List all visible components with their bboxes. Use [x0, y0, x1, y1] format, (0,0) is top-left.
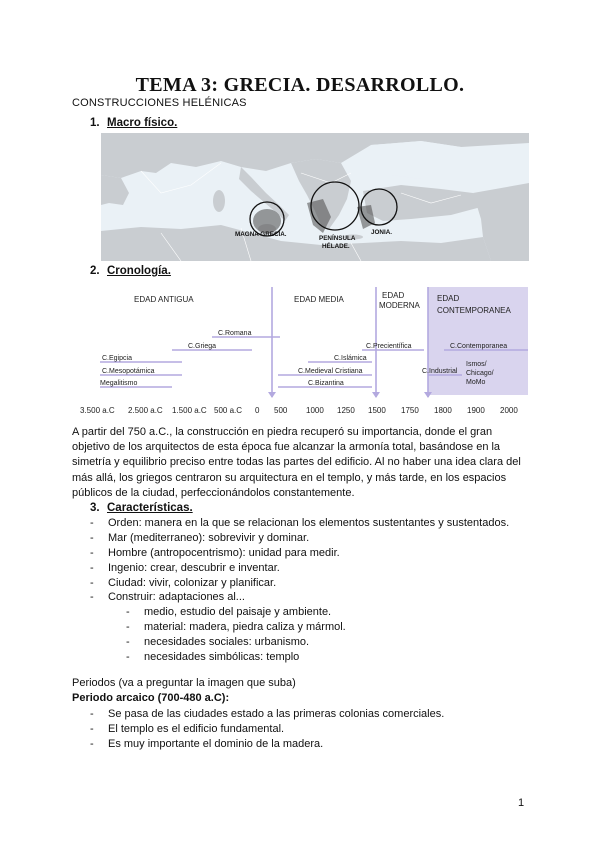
map-graphic: [101, 133, 529, 261]
axis-label: 1500: [368, 406, 386, 415]
culture-label: C.Precientífica: [366, 343, 412, 350]
intro-paragraph: A partir del 750 a.C., la construcción en piedra recuperó su importancia, donde el gran objetivo de los arquitectos de esta época fue alcanzar la armonía total, basándose en la simetría y equilibrio preciso entre todas las partes del edificio. Al no haber una idea clara del más allá, los griegos centraron su arquitectura en el templo, y más tarde, en los espacios públicos de la ciudad, perfeccionándolos constantemente.: [72, 426, 521, 499]
list-item: - medio, estudio del paisaje y ambiente.: [126, 606, 332, 618]
page-number: 1: [518, 797, 525, 809]
map-label-jonia: JONIA.: [371, 229, 392, 236]
culture-label: MoMo: [466, 379, 486, 386]
culture-label: C.Industrial: [422, 368, 458, 375]
era-label: EDAD: [382, 291, 405, 300]
era-label: CONTEMPORANEA: [437, 306, 511, 315]
map-label-helade: HÉLADE.: [322, 243, 350, 250]
periods-note: Periodos (va a preguntar la imagen que suba): [72, 677, 296, 689]
archaic-heading: Periodo arcaico (700-480 a.C):: [72, 692, 230, 704]
axis-label: 3.500 a.C: [80, 406, 115, 415]
axis-label: 2.500 a.C: [128, 406, 163, 415]
page-title: TEMA 3: GRECIA. DESARROLLO.: [135, 74, 465, 96]
map-label-magna-grecia: MAGNA GRECIA.: [235, 231, 287, 238]
culture-label: C.Egipcia: [102, 355, 132, 362]
culture-label: Megalitismo: [100, 380, 138, 387]
culture-label: C.Medieval Cristiana: [298, 368, 363, 375]
list-item: - necesidades sociales: urbanismo.: [126, 635, 310, 648]
section-number: 3.: [90, 502, 100, 514]
section-heading-3: [90, 502, 193, 514]
section-number: 2.: [90, 265, 100, 277]
axis-label: 1000: [306, 406, 324, 415]
axis-label: 500: [274, 406, 288, 415]
list-item: - necesidades simbólicas: templo: [126, 650, 300, 663]
section-heading-2: [90, 265, 171, 277]
culture-label: C.Mesopotámica: [102, 368, 155, 375]
culture-label: C.Bizantina: [308, 380, 344, 387]
list-item: - Mar (mediterraneo): sobrevivir y dominar.: [90, 531, 310, 544]
list-item: - El templo es el edificio fundamental.: [90, 722, 285, 735]
list-item: - Orden: manera en la que se relacionan los elementos sustentantes y sustentados.: [90, 517, 510, 529]
section-heading-1: [90, 117, 177, 129]
list-item: - Ciudad: vivir, colonizar y planificar.: [90, 576, 277, 589]
era-label: EDAD ANTIGUA: [134, 295, 194, 304]
era-label: EDAD MEDIA: [294, 295, 344, 304]
culture-label: C.Contemporanea: [450, 343, 508, 350]
culture-label: C.Romana: [218, 330, 252, 337]
list-item: - Se pasa de las ciudades estado a las primeras colonias comerciales.: [90, 708, 445, 720]
list-item: - Hombre (antropocentrismo): unidad para medir.: [90, 546, 340, 559]
chronology-timeline: [72, 285, 528, 421]
culture-label: C.Islámica: [334, 355, 367, 362]
list-item: - Ingenio: crear, descubrir e inventar.: [90, 561, 280, 574]
section-label: Características.: [107, 502, 193, 514]
axis-label: 1800: [434, 406, 452, 415]
map-label-peninsula: PENÍNSULA: [319, 235, 356, 242]
culture-label: Chicago/: [466, 370, 494, 377]
archaic-list: [90, 707, 530, 752]
axis-label: 2000: [500, 406, 518, 415]
culture-label: Ismos/: [466, 361, 487, 368]
list-item: - Es muy importante el dominio de la madera.: [90, 737, 324, 750]
culture-label: C.Griega: [188, 343, 217, 350]
axis-label: 1900: [467, 406, 485, 415]
section-label: Cronología.: [107, 265, 171, 277]
axis-label: 1250: [337, 406, 355, 415]
subtitle: CONSTRUCCIONES HELÉNICAS: [72, 97, 247, 109]
section-number: 1.: [90, 117, 100, 129]
axis-label: 1.500 a.C: [172, 406, 207, 415]
axis-label: 1750: [401, 406, 419, 415]
section-label: Macro físico.: [107, 117, 178, 129]
axis-label: 0: [255, 406, 260, 415]
list-item: - material: madera, piedra caliza y mármol.: [126, 620, 346, 633]
era-label: MODERNA: [379, 301, 420, 310]
mediterranean-map: [101, 133, 529, 261]
era-label: EDAD: [437, 294, 460, 303]
axis-label: 500 a.C: [214, 406, 243, 415]
list-item: - Construir: adaptaciones al...: [90, 591, 245, 604]
characteristics-list: [90, 516, 530, 605]
adaptations-list: [90, 605, 530, 665]
